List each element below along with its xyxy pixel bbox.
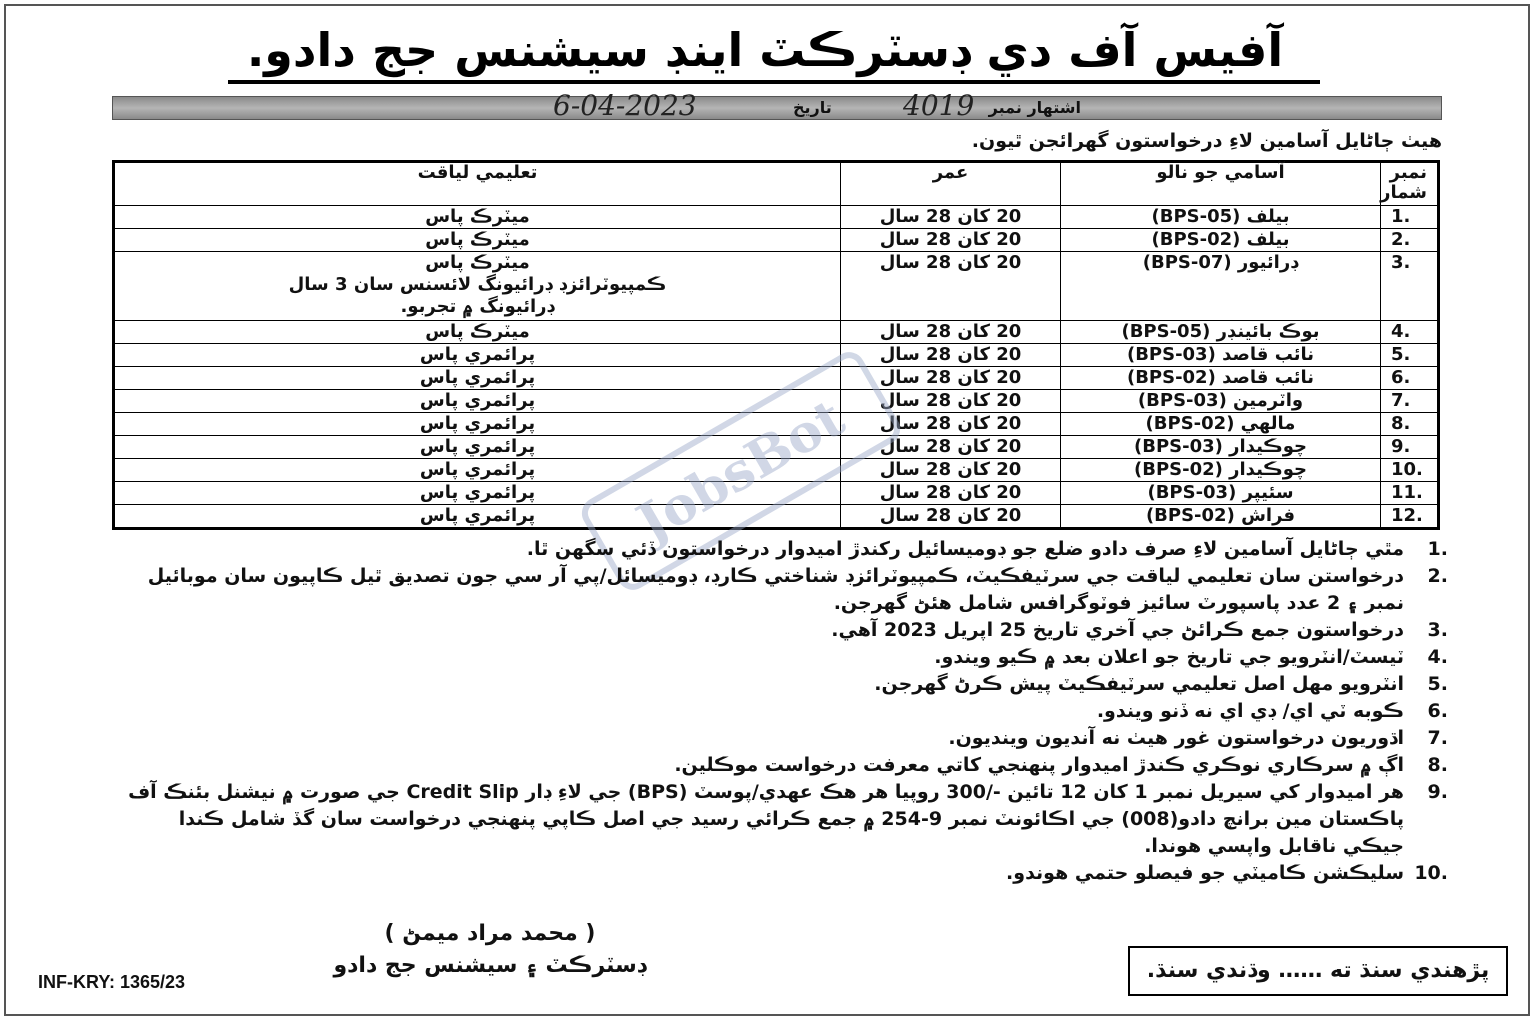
ad-number: 4019 [903, 89, 975, 122]
signatory-name: ( محمد مراد ميمڻ ) [384, 921, 596, 946]
slogan-box: پڙهندي سنڌ ته …… وڌندي سنڌ. [1128, 946, 1508, 996]
qualification-line: پرائمري پاس [419, 344, 536, 365]
table-row [114, 229, 1439, 252]
note-text: هر اميدوار کي سيريل نمبر 1 کان 12 تائين -/300 روپيا هر هڪ عهدي/پوسٽ (BPS) جي لاءِ ڊار Credit Slip جي صورت ۾ نيشنل بئنڪ آف پاڪستان مين برانچ دادو(008) جي اڪائونٽ نمبر 9-254 ۾ جمع ڪرائي رسيد جي اصل ڪاپي پنهنجي درخواست سان گڏ شامل ڪندا جيڪي ناقابل واپسي هوندا. [128, 781, 1404, 857]
notes-list [124, 536, 1448, 887]
ad-date: 6-04-2023 [553, 89, 697, 122]
note-number: 2. [1427, 565, 1448, 587]
note-item [124, 725, 1448, 752]
note-item [124, 671, 1448, 698]
note-item [124, 536, 1448, 563]
cell-post: واٽرمين (BPS-03) [1061, 390, 1381, 413]
note-item [124, 752, 1448, 779]
cell-qualification [114, 206, 841, 229]
header-age: عمر [841, 162, 1061, 206]
cell-post: سئيپر (BPS-03) [1061, 482, 1381, 505]
cell-age: 20 کان 28 سال [841, 390, 1061, 413]
cell-qualification [114, 252, 841, 321]
note-item [124, 617, 1448, 644]
note-number: 9. [1427, 781, 1448, 803]
ad-date-label: تاريخ [793, 98, 832, 117]
cell-post: نائب قاصد (BPS-03) [1061, 344, 1381, 367]
cell-sr: 7. [1381, 390, 1439, 413]
advertisement-band [112, 89, 1442, 122]
qualification-line: پرائمري پاس [419, 367, 536, 388]
qualification-line: ميٽرڪ پاس [425, 206, 530, 227]
note-number: 7. [1427, 727, 1448, 749]
cell-post: چوڪيدار (BPS-02) [1061, 459, 1381, 482]
cell-sr: 9. [1381, 436, 1439, 459]
qualification-line: پرائمري پاس [419, 413, 536, 434]
note-item [124, 779, 1448, 860]
note-text: انٽرويو مهل اصل تعليمي سرٽيفڪيٽ پيش ڪرڻ گهرجن. [874, 673, 1404, 695]
note-text: ٽيسٽ/انٽرويو جي تاريخ جو اعلان بعد ۾ ڪيو ويندو. [934, 646, 1404, 668]
signature-block [250, 918, 730, 982]
cell-age: 20 کان 28 سال [841, 206, 1061, 229]
cell-qualification [114, 321, 841, 344]
qualification-line: پرائمري پاس [419, 482, 536, 503]
cell-sr: 11. [1381, 482, 1439, 505]
qualification-line: پرائمري پاس [419, 390, 536, 411]
cell-age: 20 کان 28 سال [841, 321, 1061, 344]
intro-text: هيٺ ڄاڻايل آسامين لاءِ درخواستون گهرائجن ٿيون. [971, 130, 1442, 152]
signatory-title: ڊسٽرڪٽ ۽ سيشنس جج دادو [333, 953, 647, 978]
ad-number-label: اشتهار نمبر [988, 98, 1081, 117]
cell-qualification [114, 229, 841, 252]
cell-post: بيلف (BPS-05) [1061, 206, 1381, 229]
cell-age: 20 کان 28 سال [841, 229, 1061, 252]
header-qualification: تعليمي لياقت [114, 162, 841, 206]
qualification-line: ڊرائيونگ ۾ تجربو. [400, 296, 555, 317]
table-header-row [114, 162, 1439, 206]
table-row [114, 344, 1439, 367]
cell-sr: 10. [1381, 459, 1439, 482]
cell-qualification [114, 390, 841, 413]
header-post: آسامي جو نالو [1061, 162, 1381, 206]
note-text: ڪوبه ٽي اي/ ڊي اي نه ڏنو ويندو. [1096, 700, 1404, 722]
table-row [114, 321, 1439, 344]
note-text: اڌوريون درخواستون غور هيٺ نه آنديون وينديون. [948, 727, 1404, 749]
qualification-line: ڪمپيوٽرائزڊ ڊرائيونگ لائسنس سان 3 سال [288, 274, 667, 295]
cell-qualification [114, 344, 841, 367]
cell-post: ڊرائيور (BPS-07) [1061, 252, 1381, 321]
table-row [114, 367, 1439, 390]
note-text: درخواستن سان تعليمي لياقت جي سرٽيفڪيٽ، ڪمپيوٽرائزڊ شناختي ڪارڊ، ڊوميسائل/پي آر سي جون تصديق ٿيل ڪاپيون سان موبائيل نمبر ۽ 2 عدد پاسپورٽ سائيز فوٽوگرافس شامل هئڻ گهرجن. [147, 565, 1404, 614]
cell-age: 20 کان 28 سال [841, 505, 1061, 529]
cell-sr: 3. [1381, 252, 1439, 321]
cell-age: 20 کان 28 سال [841, 436, 1061, 459]
qualification-line: ميٽرڪ پاس [425, 252, 530, 273]
cell-post: بيلف (BPS-02) [1061, 229, 1381, 252]
note-number: 3. [1427, 619, 1448, 641]
note-text: درخواستون جمع ڪرائڻ جي آخري تاريخ 25 اپريل 2023 آهي. [831, 619, 1404, 641]
table-row [114, 252, 1439, 321]
note-text: سليڪشن ڪاميٽي جو فيصلو حتمي هوندو. [1006, 862, 1404, 884]
note-number: 4. [1427, 646, 1448, 668]
note-number: 10. [1414, 862, 1448, 884]
note-text: اڳ ۾ سرڪاري نوڪري ڪندڙ اميدوار پنهنجي کاتي معرفت درخواست موڪلين. [674, 754, 1404, 776]
note-item [124, 860, 1448, 887]
cell-age: 20 کان 28 سال [841, 367, 1061, 390]
cell-age: 20 کان 28 سال [841, 482, 1061, 505]
cell-sr: 8. [1381, 413, 1439, 436]
reference-number: INF-KRY: 1365/23 [38, 972, 186, 992]
cell-sr: 12. [1381, 505, 1439, 529]
table-row [114, 206, 1439, 229]
cell-post: نائب قاصد (BPS-02) [1061, 367, 1381, 390]
qualification-line: ميٽرڪ پاس [425, 229, 530, 250]
cell-age: 20 کان 28 سال [841, 413, 1061, 436]
cell-post: مالهي (BPS-02) [1061, 413, 1381, 436]
note-number: 6. [1427, 700, 1448, 722]
cell-post: چوڪيدار (BPS-03) [1061, 436, 1381, 459]
cell-sr: 6. [1381, 367, 1439, 390]
cell-age: 20 کان 28 سال [841, 344, 1061, 367]
cell-sr: 1. [1381, 206, 1439, 229]
note-item [124, 698, 1448, 725]
note-number: 8. [1427, 754, 1448, 776]
cell-sr: 5. [1381, 344, 1439, 367]
cell-post: بوڪ بائينڊر (BPS-05) [1061, 321, 1381, 344]
qualification-line: پرائمري پاس [419, 459, 536, 480]
qualification-line: ميٽرڪ پاس [425, 321, 530, 342]
cell-post: فراش (BPS-02) [1061, 505, 1381, 529]
cell-age: 20 کان 28 سال [841, 252, 1061, 321]
cell-age: 20 کان 28 سال [841, 459, 1061, 482]
title-underline [228, 80, 1320, 84]
qualification-line: پرائمري پاس [419, 436, 536, 457]
note-number: 1. [1427, 538, 1448, 560]
note-text: مٿي ڄاڻايل آسامين لاءِ صرف دادو ضلع جو ڊوميسائيل رکندڙ اميدوار درخواستون ڏئي سگهن ٿا. [526, 538, 1404, 560]
watermark-logo: JobsBot [576, 346, 906, 595]
cell-sr: 2. [1381, 229, 1439, 252]
header-sr: نمبر شمار [1381, 162, 1439, 206]
note-number: 5. [1427, 673, 1448, 695]
qualification-line: پرائمري پاس [419, 505, 536, 526]
note-item [124, 644, 1448, 671]
cell-qualification [114, 367, 841, 390]
cell-sr: 4. [1381, 321, 1439, 344]
note-item [124, 563, 1448, 617]
page-title: آفيس آف دي ڊسٽرڪٽ اينڊ سيشنس جج دادو. [246, 23, 1284, 77]
